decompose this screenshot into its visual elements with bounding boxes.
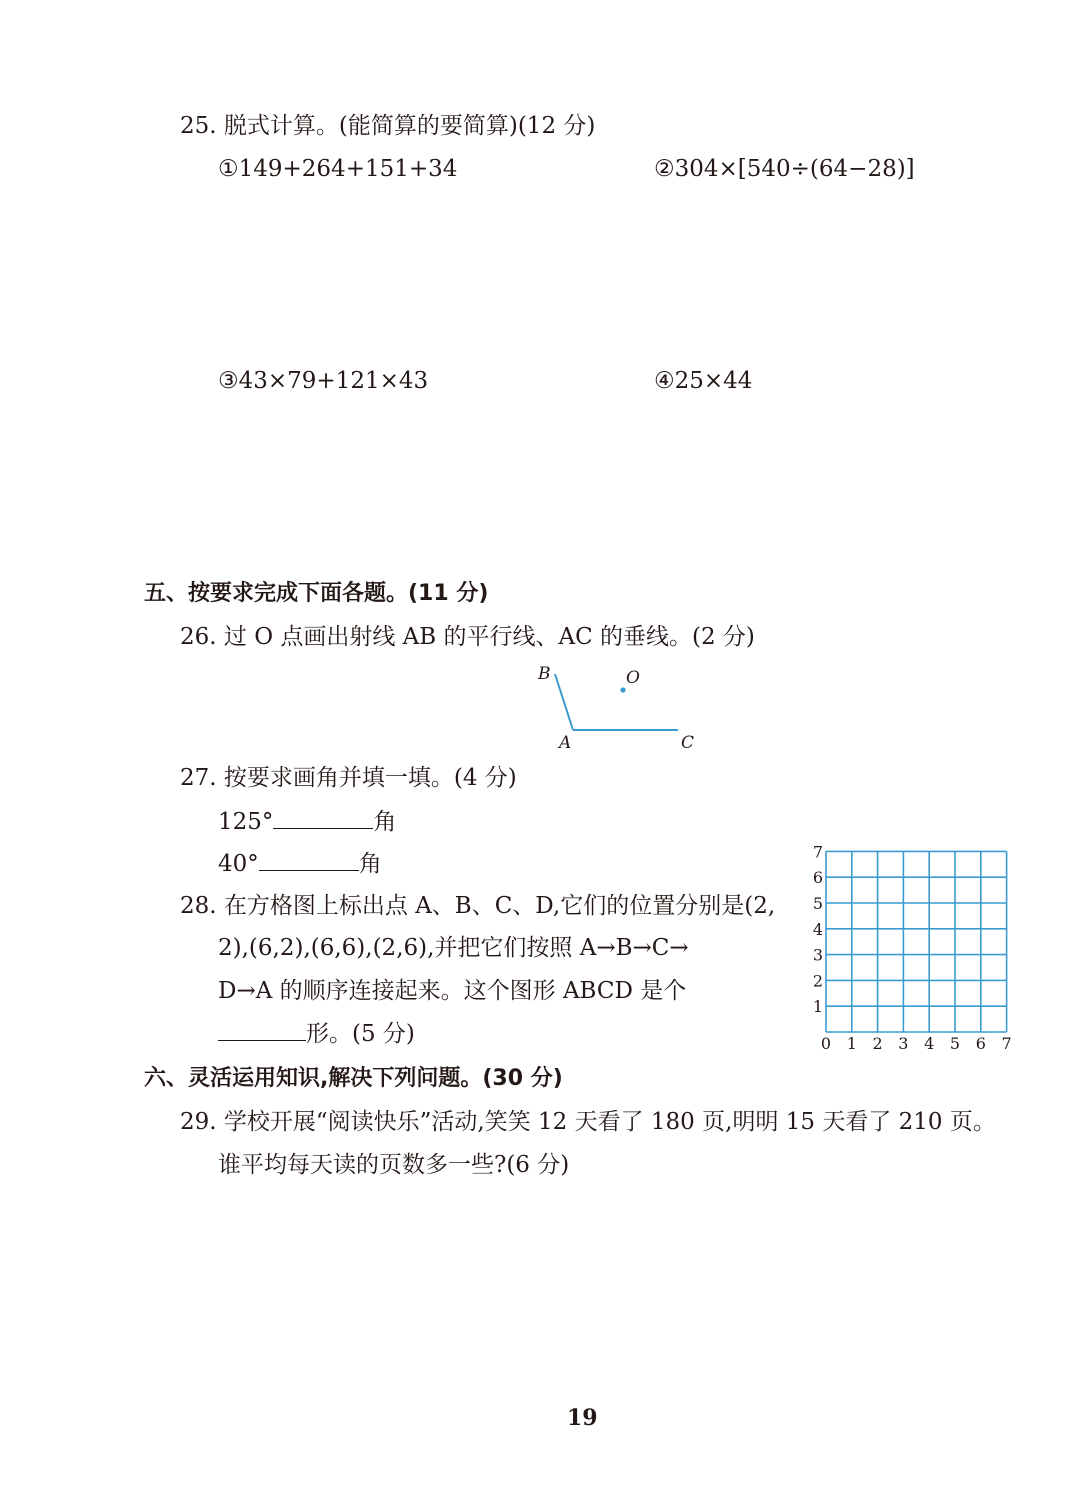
y-tick-label: 6	[812, 868, 824, 888]
q27-suffix-2: 角	[358, 851, 382, 877]
x-tick-label: 3	[898, 1034, 909, 1053]
q25-item-4: ④25×44	[654, 368, 753, 394]
q29-line-2: 谁平均每天读的页数多一些?(6 分)	[218, 1152, 570, 1178]
x-tick-label: 2	[872, 1034, 883, 1053]
q29-answer-area[interactable]	[210, 1190, 1010, 1380]
q28-line-1: 28. 在方格图上标出点 A、B、C、D,它们的位置分别是(2,	[180, 893, 776, 919]
y-tick-label: 3	[812, 945, 824, 965]
q26-ray-figure[interactable]	[520, 655, 720, 755]
y-tick-label: 1	[812, 997, 824, 1017]
q28-line-2: 2),(6,2),(6,6),(2,6),并把它们按照 A→B→C→	[218, 935, 689, 961]
x-tick-label: 7	[1001, 1034, 1012, 1053]
label-a: A	[559, 733, 572, 753]
point-o	[620, 687, 625, 692]
q27-title: 27. 按要求画角并填一填。(4 分)	[180, 765, 517, 791]
q28-line-3: D→A 的顺序连接起来。这个图形 ABCD 是个	[218, 978, 687, 1004]
ray-ab	[555, 674, 573, 730]
label-b: B	[538, 664, 551, 684]
x-tick-label: 6	[975, 1034, 986, 1053]
section5-title: 五、按要求完成下面各题。(11 分)	[144, 581, 489, 606]
q28-line-4	[218, 1018, 415, 1049]
y-tick-label: 7	[812, 842, 824, 862]
x-tick-label: 1	[846, 1034, 857, 1053]
q25-title: 25. 脱式计算。(能简算的要简算)(12 分)	[180, 113, 596, 139]
q27-suffix-1: 角	[373, 809, 397, 835]
label-o: O	[626, 668, 640, 688]
y-tick-label: 4	[812, 919, 824, 939]
q27-blank-1[interactable]	[273, 806, 373, 829]
y-tick-label: 5	[812, 894, 824, 913]
q25-answer-area-top[interactable]	[210, 195, 1010, 355]
q25-answer-area-bottom[interactable]	[210, 405, 1010, 565]
label-c: C	[681, 733, 695, 753]
q27-angle-40: 40°	[218, 851, 259, 877]
x-tick-label: 5	[949, 1034, 961, 1053]
q27-line-1	[218, 806, 396, 837]
q28-blank[interactable]	[218, 1018, 306, 1041]
q29-line-1: 29. 学校开展“阅读快乐”活动,笑笑 12 天看了 180 页,明明 15 天看了 210 页。	[180, 1109, 996, 1135]
q27-angle-125: 125°	[218, 809, 274, 835]
coordinate-grid[interactable]	[800, 840, 1030, 1060]
q27-blank-2[interactable]	[259, 848, 359, 871]
q25-item-1: ①149+264+151+34	[218, 156, 458, 182]
q28-line-4-text: 形。(5 分)	[306, 1021, 415, 1047]
q26-title: 26. 过 O 点画出射线 AB 的平行线、AC 的垂线。(2 分)	[180, 624, 755, 650]
section6-title: 六、灵活运用知识,解决下列问题。(30 分)	[144, 1066, 563, 1091]
page-number: 19	[567, 1405, 598, 1431]
x-tick-label: 4	[924, 1034, 935, 1053]
x-tick-label: 0	[820, 1034, 832, 1053]
y-tick-label: 2	[812, 971, 824, 991]
q25-item-3: ③43×79+121×43	[218, 368, 429, 394]
q27-line-2	[218, 848, 382, 879]
q25-item-2: ②304×[540÷(64−28)]	[654, 156, 915, 182]
